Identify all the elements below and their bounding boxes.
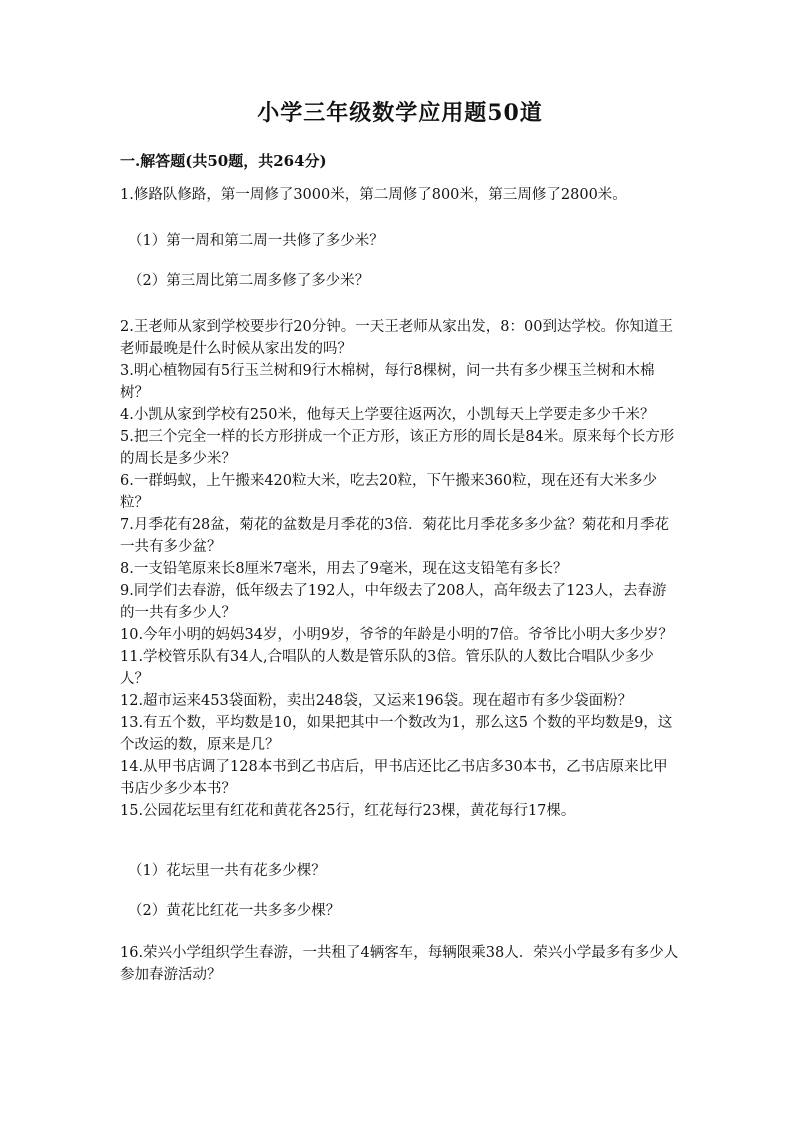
question-1: 1.修路队修路，第一周修了3000米，第二周修了800米，第三周修了2800米。 [120,187,627,203]
page-title: 小学三年级数学应用题50道 [257,100,543,126]
question-3: 3.明心植物园有5行玉兰树和9行木棉树，每行8棵树，问一共有多少棵玉兰树和木棉树？ [120,363,655,401]
question-15: 15.公园花坛里有红花和黄花各25行，红花每行23棵，黄花每行17棵。 [120,803,576,819]
question-2: 2.王老师从家到学校要步行20分钟。一天王老师从家出发，8：00到达学校。你知道王老师最晚是什么时候从家出发的吗？ [120,319,673,357]
question-1-sub-1: （1）第一周和第二周一共修了多少米？ [128,233,384,249]
question-4: 4.小凯从家到学校有250米，他每天上学要往返两次，小凯每天上学要走多少千米？ [120,407,655,423]
question-15-sub-1: （1）花坛里一共有花多少棵？ [128,863,326,879]
question-9: 9.同学们去春游，低年级去了192人，中年级去了208人，高年级去了123人，去春游的一共有多少人？ [120,583,667,621]
question-10: 10.今年小明的妈妈34岁，小明9岁，爷爷的年龄是小明的7倍。爷爷比小明大多少岁？ [120,627,673,643]
question-16: 16.荣兴小学组织学生春游，一共租了4辆客车，每辆限乘38人．荣兴小学最多有多少人参加春游活动？ [120,945,679,983]
section-heading: 一.解答题(共50题，共264分) [120,152,327,170]
question-6: 6.一群蚂蚁，上午搬来420粒大米，吃去20粒，下午搬来360粒，现在还有大米多少粒？ [120,473,658,511]
question-list [120,184,680,986]
question-7: 7.月季花有28盆，菊花的盆数是月季花的3倍．菊花比月季花多多少盆？菊花和月季花一共有多少盆？ [120,517,670,555]
question-11: 11.学校管乐队有34人,合唱队的人数是管乐队的3倍。管乐队的人数比合唱队少多少人？ [120,649,654,687]
question-5: 5.把三个完全一样的长方形拼成一个正方形，该正方形的周长是84米。原来每个长方形的周长是多少米？ [120,429,675,467]
question-14: 14.从甲书店调了128本书到乙书店后，甲书店还比乙书店多30本书，乙书店原来比甲书店少多少本书？ [120,759,668,797]
question-12: 12.超市运来453袋面粉，卖出248袋，又运来196袋。现在超市有多少袋面粉？ [120,693,633,709]
question-1-sub-2: （2）第三周比第二周多修了多少米？ [128,273,370,289]
question-15-sub-2: （2）黄花比红花一共多多少棵？ [128,903,341,919]
question-8: 8.一支铅笔原来长8厘米7毫米，用去了9毫米，现在这支铅笔有多长？ [120,561,568,577]
question-13: 13.有五个数，平均数是10，如果把其中一个数改为1，那么这5 个数的平均数是9，这个改运的数，原来是几？ [120,715,673,753]
